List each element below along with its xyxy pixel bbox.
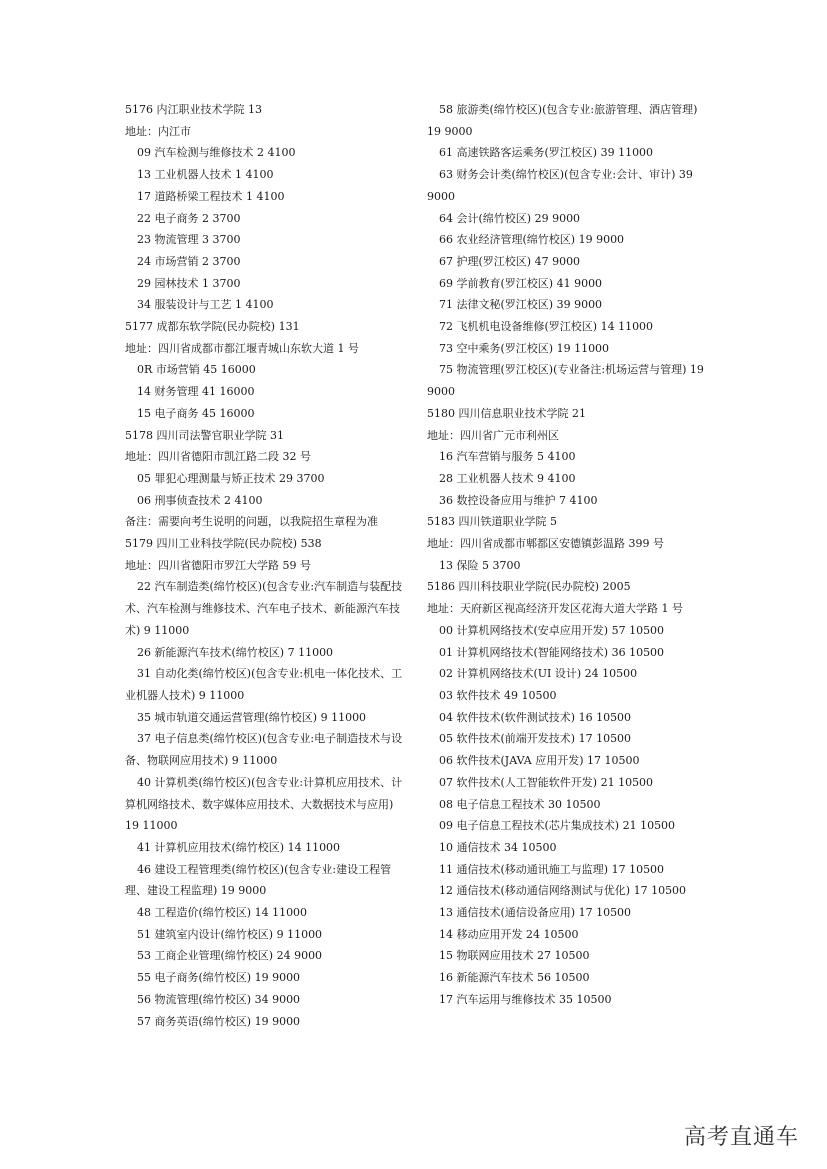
- major-entry: 12 通信技术(移动通信网络测试与优化) 17 10500: [439, 884, 687, 898]
- major-entry: 73 空中乘务(罗江校区) 19 11000: [439, 341, 610, 355]
- school-line: 5176 内江职业技术学院 13: [125, 103, 262, 116]
- school-line: 5178 四川司法警官职业学院 31: [125, 428, 284, 442]
- note-line: 地址：天府新区视高经济开发区花海大道大学路 1 号: [427, 602, 683, 616]
- major-entry: 05 罪犯心理测量与矫正技术 29 3700: [137, 471, 325, 485]
- major-entry: 23 物流管理 3 3700: [137, 233, 241, 247]
- major-entry: 72 飞机机电设备维修(罗江校区) 14 11000: [439, 320, 654, 334]
- major-entry: 16 汽车营销与服务 5 4100: [439, 450, 576, 464]
- left-column: [125, 99, 410, 1032]
- major-entry: 03 软件技术 49 10500: [439, 688, 557, 702]
- major-entry: 06 软件技术(JAVA 应用开发) 17 10500: [439, 754, 640, 768]
- major-entry: 64 会计(绵竹校区) 29 9000: [439, 211, 581, 225]
- major-entry: 71 法律文秘(罗江校区) 39 9000: [439, 298, 603, 312]
- major-entry: 01 计算机网络技术(智能网络技术) 36 10500: [439, 645, 665, 659]
- major-entry: 37 电子信息类(绵竹校区)(包含专业:电子制造技术与设备、物联网应用技术) 9 11000: [125, 732, 403, 768]
- school-line: 5180 四川信息职业技术学院 21: [427, 406, 586, 420]
- major-entry: 46 建设工程管理类(绵竹校区)(包含专业:建设工程管理、建设工程监理) 19 9000: [125, 862, 392, 898]
- major-entry: 55 电子商务(绵竹校区) 19 9000: [137, 971, 301, 985]
- major-entry: 29 园林技术 1 3700: [137, 276, 241, 290]
- major-entry: 14 财务管理 41 16000: [137, 385, 255, 399]
- major-entry: 09 电子信息工程技术(芯片集成技术) 21 10500: [439, 819, 676, 833]
- major-entry: 28 工业机器人技术 9 4100: [439, 471, 576, 485]
- school-line: 5177 成都东软学院(民办院校) 131: [125, 320, 300, 334]
- major-entry: 58 旅游类(绵竹校区)(包含专业:旅游管理、酒店管理) 19 9000: [427, 103, 698, 138]
- major-entry: 04 软件技术(软件测试技术) 16 10500: [439, 710, 632, 724]
- major-entry: 17 汽车运用与维修技术 35 10500: [439, 992, 612, 1006]
- major-entry: 13 通信技术(通信设备应用) 17 10500: [439, 906, 632, 920]
- school-line: 5183 四川铁道职业学院 5: [427, 515, 557, 529]
- major-entry: 11 通信技术(移动通讯施工与监理) 17 10500: [439, 862, 665, 876]
- major-entry: 69 学前教育(罗江校区) 41 9000: [439, 276, 603, 290]
- major-entry: 48 工程造价(绵竹校区) 14 11000: [137, 906, 308, 920]
- watermark-text: 高考直通车: [683, 1125, 799, 1150]
- major-entry: 00 计算机网络技术(安卓应用开发) 57 10500: [439, 623, 665, 637]
- school-line: 地址：内江市: [125, 124, 191, 138]
- major-entry: 34 服装设计与工艺 1 4100: [137, 298, 274, 312]
- major-entry: 63 财务会计类(绵竹校区)(包含专业:会计、审计) 39 9000: [427, 168, 693, 203]
- major-entry: 31 自动化类(绵竹校区)(包含专业:机电一体化技术、工业机器人技术) 9 11000: [125, 667, 403, 702]
- major-entry: 61 高速铁路客运乘务(罗江校区) 39 11000: [439, 146, 654, 160]
- major-entry: 05 软件技术(前端开发技术) 17 10500: [439, 732, 632, 746]
- school-line: 地址：四川省广元市利州区: [427, 428, 559, 442]
- right-column: [427, 99, 712, 1011]
- major-entry: 22 电子商务 2 3700: [137, 211, 241, 225]
- major-entry: 13 保险 5 3700: [439, 558, 521, 572]
- major-entry: 09 汽车检测与维修技术 2 4100: [137, 146, 296, 160]
- school-line: 5179 四川工业科技学院(民办院校) 538: [125, 537, 322, 551]
- major-entry: 06 刑事侦查技术 2 4100: [137, 493, 263, 507]
- major-entry: 67 护理(罗江校区) 47 9000: [439, 254, 581, 268]
- school-line: 5186 四川科技职业学院(民办院校) 2005: [427, 580, 631, 594]
- major-entry: 10 通信技术 34 10500: [439, 840, 557, 854]
- note-line: 备注：需要向考生说明的问题，以我院招生章程为准: [125, 515, 378, 529]
- major-entry: 07 软件技术(人工智能软件开发) 21 10500: [439, 775, 654, 789]
- major-entry: 15 电子商务 45 16000: [137, 406, 255, 420]
- major-entry: 24 市场营销 2 3700: [137, 254, 241, 268]
- school-line: 地址：四川省德阳市凯江路二段 32 号: [125, 450, 311, 464]
- major-entry: 02 计算机网络技术(UI 设计) 24 10500: [439, 667, 638, 681]
- major-entry: 57 商务英语(绵竹校区) 19 9000: [137, 1014, 301, 1028]
- major-entry: 66 农业经济管理(绵竹校区) 19 9000: [439, 233, 625, 247]
- major-entry: 26 新能源汽车技术(绵竹校区) 7 11000: [137, 645, 334, 659]
- major-entry: 40 计算机类(绵竹校区)(包含专业:计算机应用技术、计算机网络技术、数字媒体应用技术、大数据技术与应用) 19 11000: [125, 775, 403, 833]
- major-entry: 0R 市场营销 45 16000: [137, 363, 256, 377]
- major-entry: 22 汽车制造类(绵竹校区)(包含专业:汽车制造与装配技术、汽车检测与维修技术、汽车电子技术、新能源汽车技术) 9 11000: [125, 580, 403, 637]
- major-entry: 75 物流管理(罗江校区)(专业备注:机场运营与管理) 19 9000: [427, 363, 704, 399]
- major-entry: 36 数控设备应用与维护 7 4100: [439, 493, 598, 507]
- major-entry: 35 城市轨道交通运营管理(绵竹校区) 9 11000: [137, 710, 367, 724]
- school-line: 地址：四川省成都市都江堰青城山东软大道 1 号: [125, 341, 359, 355]
- school-line: 地址：四川省德阳市罗江大学路 59 号: [125, 558, 311, 572]
- major-entry: 17 道路桥梁工程技术 1 4100: [137, 189, 285, 203]
- major-entry: 53 工商企业管理(绵竹校区) 24 9000: [137, 949, 323, 963]
- school-line: 地址：四川省成都市郫都区安德镇彭温路 399 号: [427, 537, 664, 551]
- major-entry: 15 物联网应用技术 27 10500: [439, 949, 590, 963]
- major-entry: 16 新能源汽车技术 56 10500: [439, 971, 590, 985]
- major-entry: 08 电子信息工程技术 30 10500: [439, 797, 601, 811]
- major-entry: 41 计算机应用技术(绵竹校区) 14 11000: [137, 840, 341, 854]
- major-entry: 14 移动应用开发 24 10500: [439, 927, 579, 941]
- major-entry: 56 物流管理(绵竹校区) 34 9000: [137, 992, 301, 1006]
- major-entry: 51 建筑室内设计(绵竹校区) 9 11000: [137, 927, 323, 941]
- major-entry: 13 工业机器人技术 1 4100: [137, 168, 274, 182]
